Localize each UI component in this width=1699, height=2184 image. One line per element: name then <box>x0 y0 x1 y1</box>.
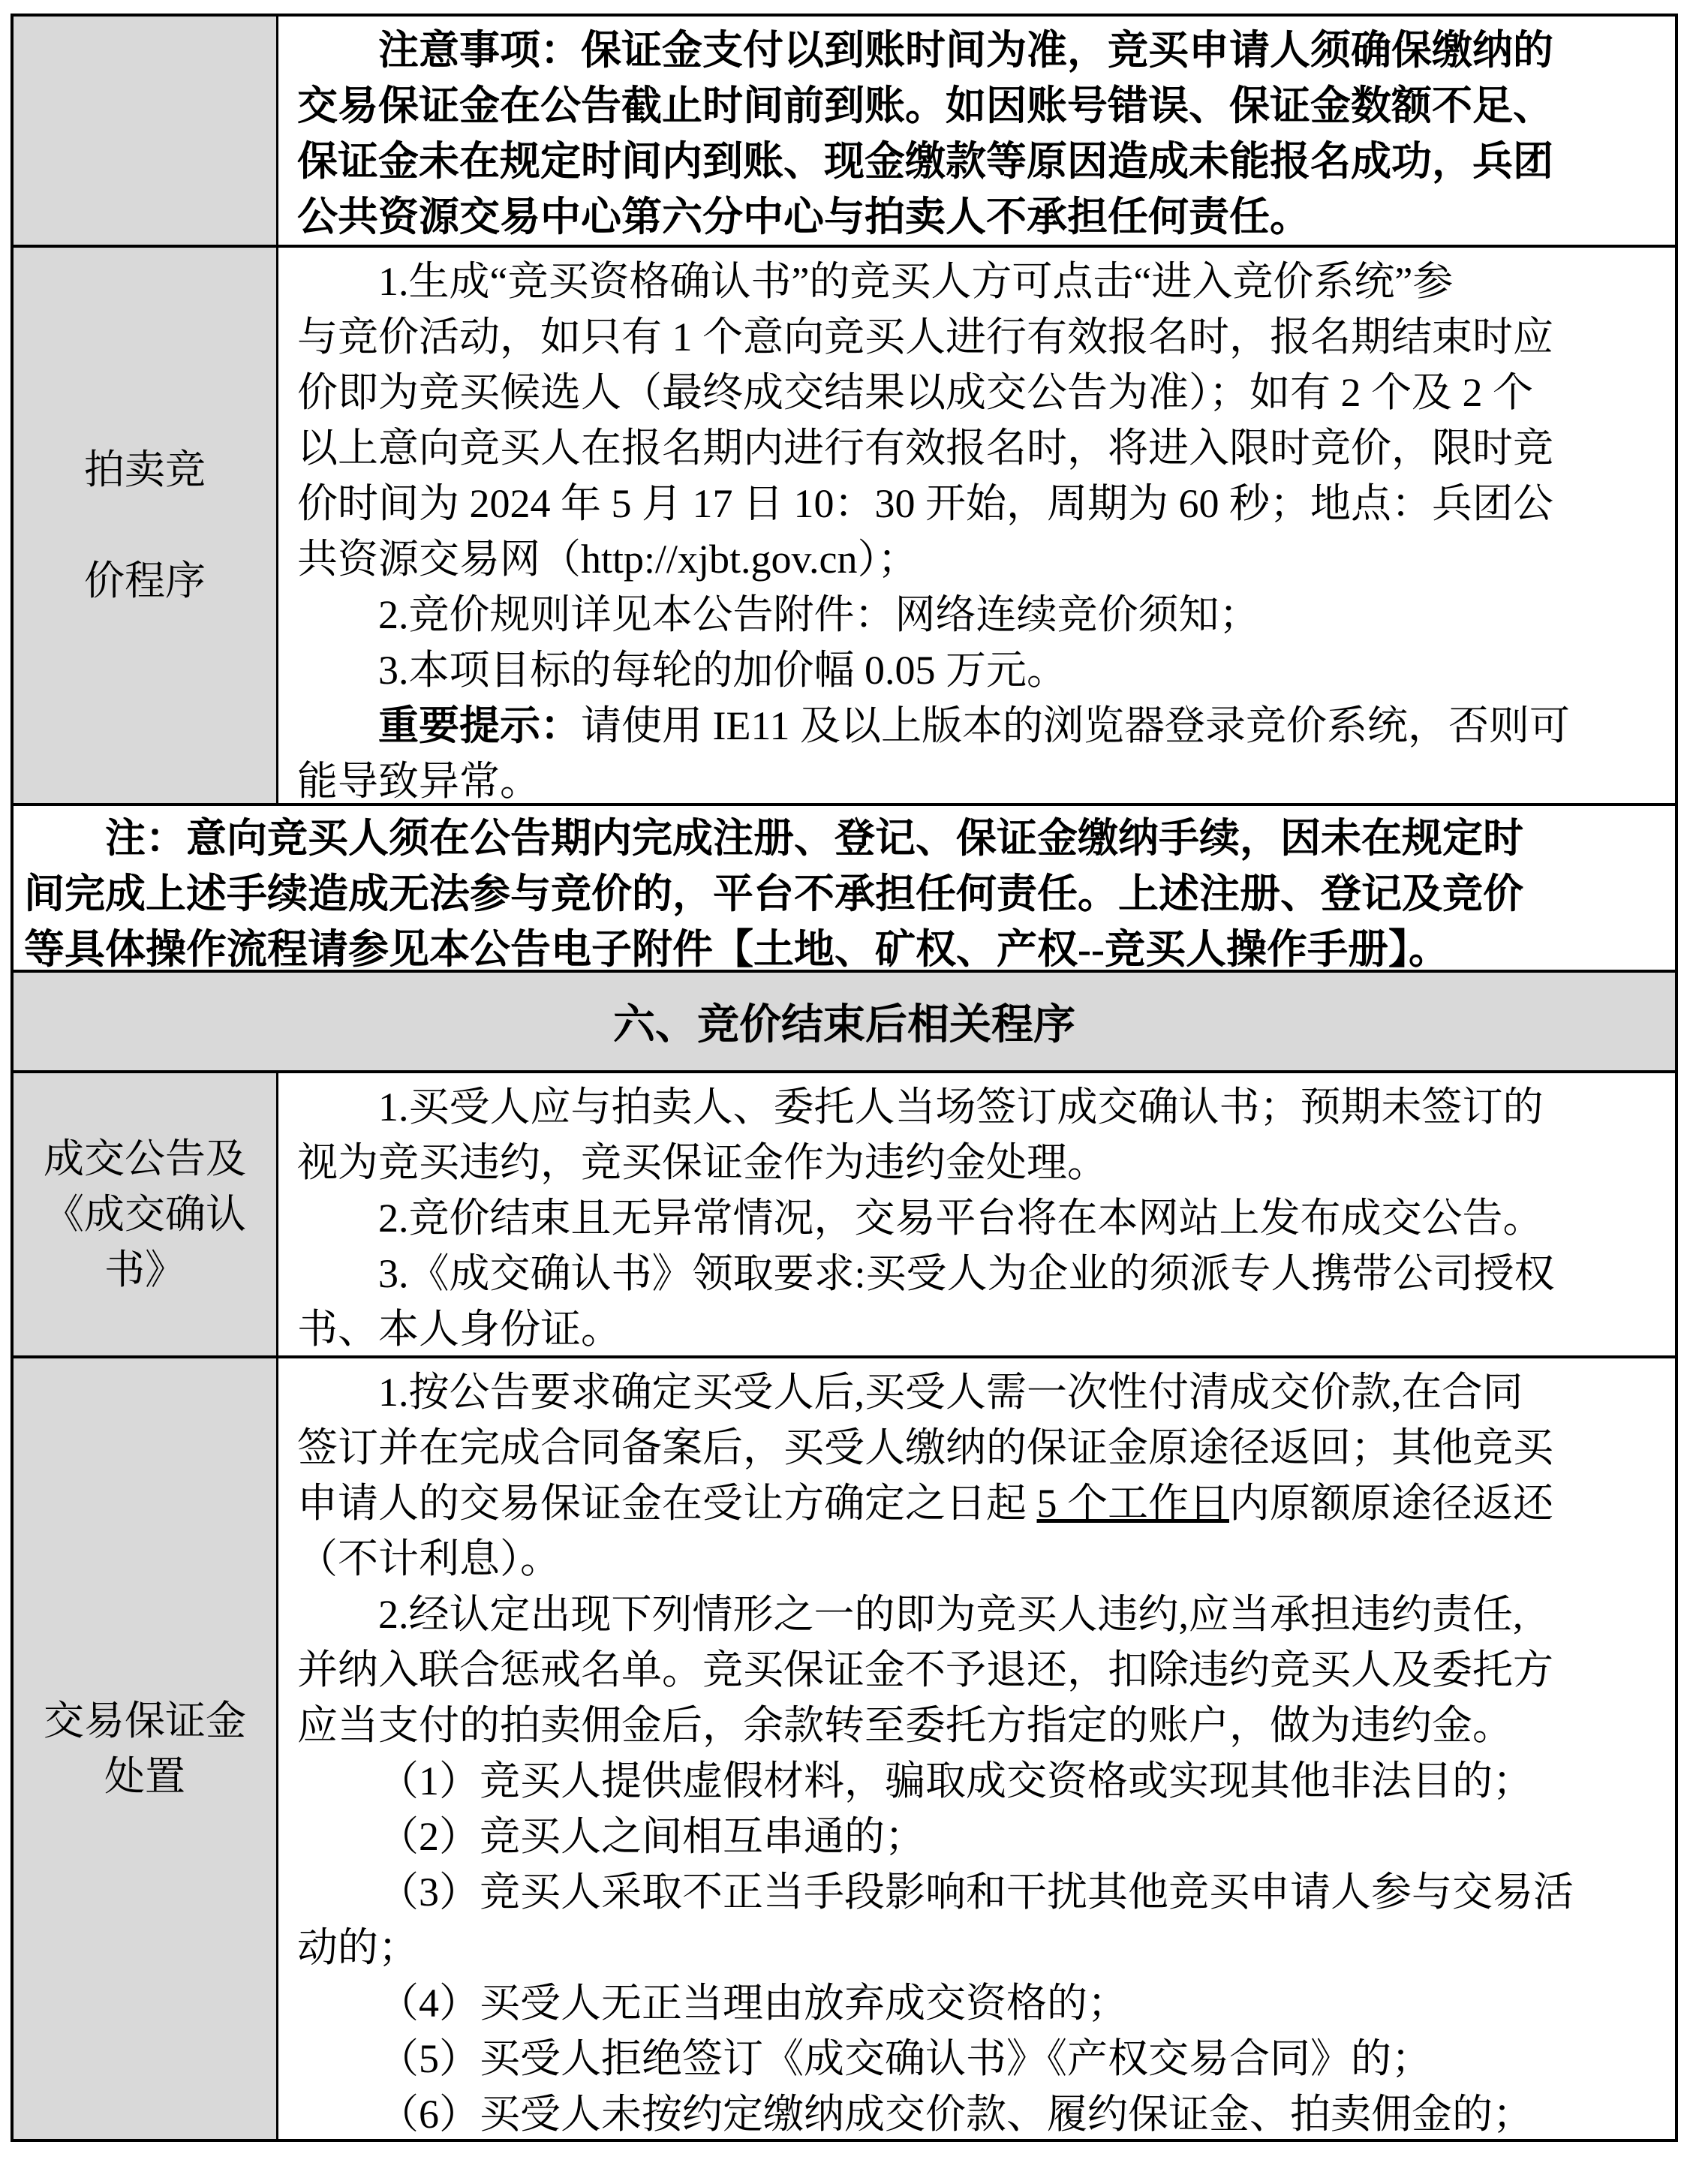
text-segment: 价时间为 2024 年 5 月 17 日 10：30 开始，周期为 60 秒；地点：兵团公 <box>297 481 1553 526</box>
text-segment: （5）买受人拒绝签订《成交确认书》《产权交易合同》的； <box>378 2036 1432 2081</box>
content-line <box>297 1698 1664 1753</box>
text-segment: （3）竞买人采取不正当手段影响和干扰其他竞买申请人参与交易活 <box>378 1870 1574 1915</box>
content-line <box>297 698 1664 754</box>
content-line <box>297 1079 1664 1135</box>
row-label-line: 《成交确认 <box>44 1192 246 1237</box>
text-segment: 能导致异常。 <box>297 759 540 804</box>
text-segment: （1）竞买人提供虚假材料，骗取成交资格或实现其他非法目的； <box>378 1758 1533 1803</box>
table-row-section-header <box>14 973 1675 1073</box>
text-segment: 3.本项目标的每轮的加价幅 0.05 万元。 <box>378 648 1067 693</box>
text-segment: 间完成上述手续造成无法参与竞价的，平台不承担任何责任。上述注册、登记及竞价 <box>24 871 1523 916</box>
text-segment: 等具体操作流程请参见本公告电子附件【土地、矿权、产权--竞买人操作手册】。 <box>24 927 1449 972</box>
text-segment: （2）竞买人之间相互串通的； <box>378 1814 925 1859</box>
text-segment: 以上意向竞买人在报名期内进行有效报名时，将进入限时竞价，限时竞 <box>297 426 1553 471</box>
row-label-line: 处置 <box>104 1754 185 1799</box>
row-label-line: 成交公告及 <box>44 1136 246 1181</box>
text-segment: （不计利息）。 <box>297 1536 561 1581</box>
content-line <box>297 1190 1664 1246</box>
content-line <box>297 1587 1664 1642</box>
row-label-line: 价程序 <box>84 558 206 603</box>
content-line <box>297 189 1664 245</box>
row-label-line <box>140 498 150 553</box>
content-line <box>297 1246 1664 1301</box>
text-segment: 共资源交易网（http://xjbt.gov.cn）； <box>297 537 919 582</box>
text-segment: 价即为竞买候选人（最终成交结果以成交公告为准）；如有 2 个及 2 个 <box>297 370 1533 415</box>
text-segment: （4）买受人无正当理由放弃成交资格的； <box>378 1981 1128 2026</box>
table-row-auction-bidding-procedure <box>14 248 1675 806</box>
text-segment: 1.按公告要求确定买受人后,买受人需一次性付清成交价款,在合同 <box>378 1370 1523 1415</box>
row-label-cell-trade-deposit-disposal <box>14 1358 278 2139</box>
row-content-cell-deposit-notice <box>278 17 1675 245</box>
text-segment: 公共资源交易中心第六分中心与拍卖人不承担任何责任。 <box>297 194 1310 239</box>
text-segment: 动的； <box>297 1925 419 1970</box>
content-line <box>297 134 1664 189</box>
content-line <box>297 23 1664 78</box>
text-segment: 注：意向竞买人须在公告期内完成注册、登记、保证金缴纳手续，因未在规定时 <box>105 816 1523 861</box>
content-line <box>24 811 1664 866</box>
text-segment: 5 个工作日 <box>1036 1481 1229 1526</box>
row-label-cell-deposit-notice <box>14 17 278 245</box>
content-line <box>297 1531 1664 1587</box>
content-line <box>297 1920 1664 1975</box>
text-segment: 请使用 IE11 及以上版本的浏览器登录竞价系统，否则可 <box>581 703 1570 748</box>
content-line <box>297 1301 1664 1357</box>
announcement-table <box>11 14 1678 2142</box>
content-line <box>297 1364 1664 1420</box>
table-row-deposit-notice <box>14 17 1675 248</box>
table-row-registration-note <box>14 806 1675 973</box>
row-label-cell-auction-bidding-procedure <box>14 248 278 803</box>
row-label-line: 书》 <box>104 1247 185 1292</box>
row-content-cell-trade-deposit-disposal <box>278 1358 1675 2139</box>
text-segment: 2.竞价结束且无异常情况，交易平台将在本网站上发布成交公告。 <box>378 1196 1544 1241</box>
section-header-title: 六、竞价结束后相关程序 <box>14 973 1675 1070</box>
content-line <box>297 642 1664 698</box>
row-content-cell-deal-announcement-and-confirmation <box>278 1073 1675 1355</box>
text-segment: 注意事项：保证金支付以到账时间为准，竞买申请人须确保缴纳的 <box>378 28 1553 73</box>
row-label-line: 拍卖竞 <box>84 447 206 492</box>
content-line <box>297 1809 1664 1864</box>
text-segment: 视为竞买违约，竞买保证金作为违约金处理。 <box>297 1140 1108 1185</box>
content-line <box>297 2031 1664 2086</box>
content-line <box>297 365 1664 420</box>
content-line <box>297 1642 1664 1698</box>
content-line <box>297 587 1664 642</box>
content-line <box>297 531 1664 587</box>
content-line <box>297 1753 1664 1809</box>
text-segment: （6）买受人未按约定缴纳成交价款、履约保证金、拍卖佣金的； <box>378 2092 1533 2137</box>
text-segment: 交易保证金在公告截止时间前到账。如因账号错误、保证金数额不足、 <box>297 83 1553 128</box>
content-line <box>297 254 1664 309</box>
content-line <box>297 476 1664 531</box>
text-segment: 书、本人身份证。 <box>297 1307 621 1352</box>
content-line <box>297 1864 1664 1920</box>
text-segment: 内原额原途径返还 <box>1229 1481 1553 1526</box>
text-segment: 1.生成“竞买资格确认书”的竞买人方可点击“进入竞价系统”参 <box>378 259 1454 304</box>
content-line <box>297 309 1664 365</box>
content-line <box>297 1135 1664 1190</box>
text-segment: 应当支付的拍卖佣金后，余款转至委托方指定的账户，做为违约金。 <box>297 1703 1513 1748</box>
row-label-line: 交易保证金 <box>44 1698 246 1743</box>
content-line <box>297 1420 1664 1476</box>
text-segment: 2.竞价规则详见本公告附件：网络连续竞价须知； <box>378 592 1260 637</box>
text-segment: 保证金未在规定时间内到账、现金缴款等原因造成未能报名成功，兵团 <box>297 139 1553 184</box>
text-segment: 申请人的交易保证金在受让方确定之日起 <box>297 1481 1037 1526</box>
row-label-cell-deal-announcement-and-confirmation <box>14 1073 278 1355</box>
text-segment: 1.买受人应与拍卖人、委托人当场签订成交确认书；预期未签订的 <box>378 1084 1544 1130</box>
table-row-deal-announcement-and-confirmation <box>14 1073 1675 1358</box>
content-line <box>24 866 1664 922</box>
text-segment: 3.《成交确认书》领取要求:买受人为企业的须派专人携带公司授权 <box>378 1251 1555 1296</box>
text-segment: 并纳入联合惩戒名单。竞买保证金不予退还，扣除违约竞买人及委托方 <box>297 1647 1553 1692</box>
content-line <box>297 1476 1664 1531</box>
row-content-cell-auction-bidding-procedure <box>278 248 1675 803</box>
content-line <box>297 78 1664 134</box>
text-segment: 签订并在完成合同备案后，买受人缴纳的保证金原途径返回；其他竞买 <box>297 1425 1553 1470</box>
text-segment: 重要提示： <box>378 703 581 748</box>
content-line <box>297 1975 1664 2031</box>
row-content-cell-registration-note <box>14 806 1675 970</box>
content-line <box>297 754 1664 806</box>
content-line <box>297 420 1664 476</box>
content-line <box>24 922 1664 973</box>
content-line <box>297 2086 1664 2139</box>
table-row-trade-deposit-disposal <box>14 1358 1675 2139</box>
text-segment: 与竞价活动，如只有 1 个意向竞买人进行有效报名时，报名期结束时应 <box>297 314 1553 359</box>
text-segment: 2.经认定出现下列情形之一的即为竞买人违约,应当承担违约责任, <box>378 1592 1523 1637</box>
